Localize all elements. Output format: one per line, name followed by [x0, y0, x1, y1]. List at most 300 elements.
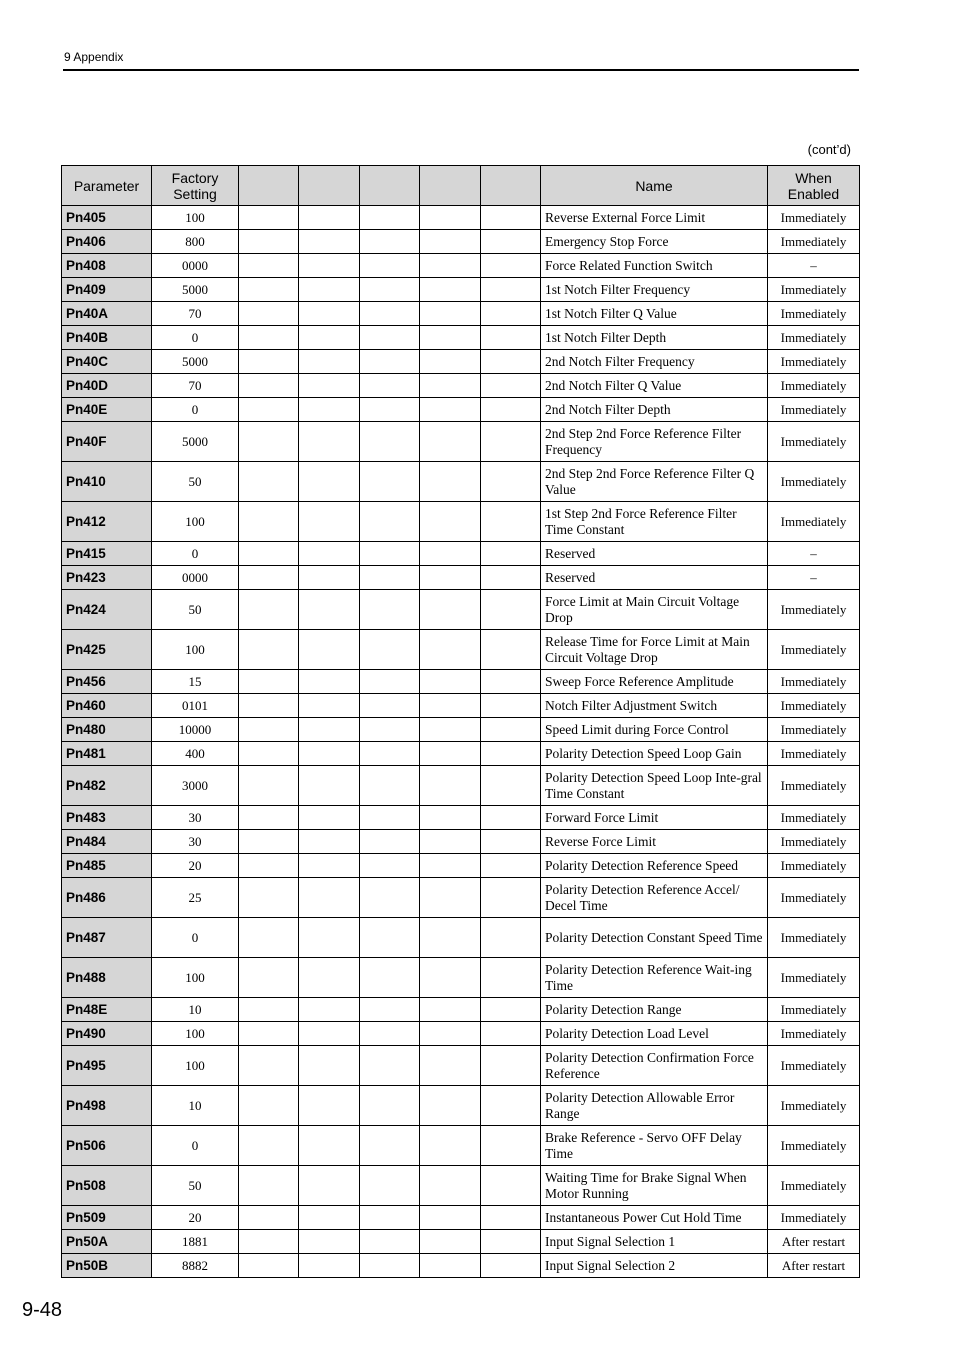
blank-cell: [299, 766, 360, 806]
factory-setting-cell: 0: [152, 1126, 239, 1166]
blank-cell: [481, 1086, 541, 1126]
factory-setting-cell: 0000: [152, 254, 239, 278]
parameter-cell: Pn488: [62, 958, 152, 998]
blank-cell: [239, 206, 299, 230]
blank-cell: [299, 302, 360, 326]
blank-cell: [420, 278, 481, 302]
blank-cell: [420, 766, 481, 806]
table-row: [62, 502, 860, 542]
blank-cell: [481, 206, 541, 230]
blank-cell: [481, 1166, 541, 1206]
table-row: [62, 542, 860, 566]
blank-cell: [239, 630, 299, 670]
blank-cell: [360, 1046, 420, 1086]
blank-cell: [239, 1166, 299, 1206]
when-enabled-cell: –: [768, 566, 860, 590]
table-row: [62, 958, 860, 998]
parameter-cell: Pn408: [62, 254, 152, 278]
parameter-cell: Pn498: [62, 1086, 152, 1126]
blank-cell: [239, 1126, 299, 1166]
name-cell: Polarity Detection Reference Speed: [541, 854, 768, 878]
parameter-cell: Pn481: [62, 742, 152, 766]
blank-cell: [299, 998, 360, 1022]
when-enabled-cell: Immediately: [768, 398, 860, 422]
blank-cell: [299, 830, 360, 854]
table-row: [62, 670, 860, 694]
name-cell: Reserved: [541, 566, 768, 590]
blank-cell: [239, 1022, 299, 1046]
header-rule: [63, 69, 859, 71]
blank-cell: [299, 422, 360, 462]
blank-cell: [481, 1230, 541, 1254]
blank-cell: [239, 590, 299, 630]
blank-cell: [420, 254, 481, 278]
blank-cell: [481, 878, 541, 918]
factory-setting-cell: 100: [152, 502, 239, 542]
blank-cell: [360, 374, 420, 398]
blank-cell: [360, 1022, 420, 1046]
blank-cell: [239, 422, 299, 462]
factory-setting-cell: 50: [152, 462, 239, 502]
blank-cell: [420, 206, 481, 230]
blank-cell: [360, 502, 420, 542]
blank-cell: [481, 590, 541, 630]
when-enabled-cell: Immediately: [768, 1086, 860, 1126]
blank-cell: [299, 278, 360, 302]
blank-cell: [360, 422, 420, 462]
blank-cell: [420, 590, 481, 630]
blank-cell: [420, 1126, 481, 1166]
blank-cell: [299, 694, 360, 718]
blank-cell: [299, 326, 360, 350]
blank-cell: [481, 830, 541, 854]
blank-cell: [360, 1230, 420, 1254]
name-cell: Input Signal Selection 2: [541, 1254, 768, 1278]
table-row: [62, 1230, 860, 1254]
factory-setting-cell: 400: [152, 742, 239, 766]
when-enabled-cell: Immediately: [768, 630, 860, 670]
name-cell: Polarity Detection Load Level: [541, 1022, 768, 1046]
name-cell: 1st Notch Filter Q Value: [541, 302, 768, 326]
blank-cell: [239, 806, 299, 830]
blank-cell: [360, 302, 420, 326]
parameter-cell: Pn508: [62, 1166, 152, 1206]
table-row: [62, 878, 860, 918]
blank-cell: [420, 830, 481, 854]
table-row: [62, 1166, 860, 1206]
blank-cell: [299, 918, 360, 958]
column-header-when-enabled: When Enabled: [768, 166, 860, 206]
name-cell: Emergency Stop Force: [541, 230, 768, 254]
blank-cell: [360, 350, 420, 374]
when-enabled-cell: Immediately: [768, 302, 860, 326]
table-row: [62, 398, 860, 422]
parameter-cell: Pn486: [62, 878, 152, 918]
blank-cell: [360, 1254, 420, 1278]
table-row: [62, 1254, 860, 1278]
blank-cell: [360, 1166, 420, 1206]
when-enabled-cell: Immediately: [768, 230, 860, 254]
column-header-blank: [420, 166, 481, 206]
factory-setting-cell: 100: [152, 1022, 239, 1046]
factory-setting-cell: 0000: [152, 566, 239, 590]
blank-cell: [239, 302, 299, 326]
blank-cell: [239, 1254, 299, 1278]
factory-setting-cell: 0: [152, 918, 239, 958]
parameter-cell: Pn480: [62, 718, 152, 742]
blank-cell: [299, 230, 360, 254]
name-cell: Waiting Time for Brake Signal When Motor Running: [541, 1166, 768, 1206]
blank-cell: [360, 542, 420, 566]
parameter-cell: Pn460: [62, 694, 152, 718]
blank-cell: [420, 1206, 481, 1230]
blank-cell: [299, 206, 360, 230]
column-header-blank: [299, 166, 360, 206]
parameter-cell: Pn40D: [62, 374, 152, 398]
when-enabled-cell: After restart: [768, 1230, 860, 1254]
table-header-row: [62, 166, 860, 206]
blank-cell: [299, 718, 360, 742]
blank-cell: [299, 542, 360, 566]
when-enabled-cell: Immediately: [768, 878, 860, 918]
blank-cell: [481, 1046, 541, 1086]
blank-cell: [239, 254, 299, 278]
table-row: [62, 1126, 860, 1166]
factory-setting-cell: 15: [152, 670, 239, 694]
blank-cell: [299, 502, 360, 542]
blank-cell: [360, 854, 420, 878]
parameter-cell: Pn424: [62, 590, 152, 630]
blank-cell: [239, 958, 299, 998]
when-enabled-cell: Immediately: [768, 374, 860, 398]
blank-cell: [360, 830, 420, 854]
column-header-blank: [360, 166, 420, 206]
blank-cell: [239, 766, 299, 806]
parameter-cell: Pn425: [62, 630, 152, 670]
factory-setting-cell: 5000: [152, 350, 239, 374]
parameter-cell: Pn482: [62, 766, 152, 806]
factory-setting-cell: 5000: [152, 422, 239, 462]
when-enabled-cell: Immediately: [768, 742, 860, 766]
factory-setting-cell: 8882: [152, 1254, 239, 1278]
name-cell: Force Limit at Main Circuit Voltage Drop: [541, 590, 768, 630]
blank-cell: [420, 1046, 481, 1086]
blank-cell: [481, 374, 541, 398]
when-enabled-cell: Immediately: [768, 670, 860, 694]
blank-cell: [299, 1086, 360, 1126]
name-cell: Speed Limit during Force Control: [541, 718, 768, 742]
factory-setting-cell: 5000: [152, 278, 239, 302]
when-enabled-cell: Immediately: [768, 766, 860, 806]
name-cell: Polarity Detection Reference Accel/ Decel Time: [541, 878, 768, 918]
blank-cell: [420, 630, 481, 670]
parameter-cell: Pn40E: [62, 398, 152, 422]
when-enabled-cell: Immediately: [768, 694, 860, 718]
blank-cell: [420, 462, 481, 502]
blank-cell: [360, 254, 420, 278]
blank-cell: [481, 718, 541, 742]
blank-cell: [299, 1126, 360, 1166]
name-cell: Force Related Function Switch: [541, 254, 768, 278]
blank-cell: [299, 806, 360, 830]
table-row: [62, 1022, 860, 1046]
table-row: [62, 566, 860, 590]
factory-setting-cell: 30: [152, 830, 239, 854]
name-cell: 1st Notch Filter Frequency: [541, 278, 768, 302]
blank-cell: [239, 350, 299, 374]
blank-cell: [360, 958, 420, 998]
blank-cell: [360, 694, 420, 718]
blank-cell: [420, 374, 481, 398]
when-enabled-cell: Immediately: [768, 326, 860, 350]
blank-cell: [360, 1086, 420, 1126]
blank-cell: [239, 718, 299, 742]
factory-setting-cell: 1881: [152, 1230, 239, 1254]
blank-cell: [481, 854, 541, 878]
when-enabled-cell: Immediately: [768, 502, 860, 542]
blank-cell: [239, 742, 299, 766]
blank-cell: [481, 998, 541, 1022]
name-cell: Polarity Detection Confirmation Force Reference: [541, 1046, 768, 1086]
parameter-cell: Pn485: [62, 854, 152, 878]
table-row: [62, 422, 860, 462]
table-row: [62, 590, 860, 630]
factory-setting-cell: 25: [152, 878, 239, 918]
parameter-cell: Pn50A: [62, 1230, 152, 1254]
blank-cell: [420, 694, 481, 718]
column-header-name: Name: [541, 166, 768, 206]
blank-cell: [481, 670, 541, 694]
name-cell: Polarity Detection Speed Loop Gain: [541, 742, 768, 766]
table-row: [62, 278, 860, 302]
blank-cell: [239, 918, 299, 958]
blank-cell: [239, 1086, 299, 1126]
parameter-cell: Pn40A: [62, 302, 152, 326]
blank-cell: [299, 670, 360, 694]
blank-cell: [299, 350, 360, 374]
blank-cell: [299, 630, 360, 670]
blank-cell: [360, 806, 420, 830]
table-row: [62, 374, 860, 398]
when-enabled-cell: Immediately: [768, 998, 860, 1022]
factory-setting-cell: 20: [152, 1206, 239, 1230]
blank-cell: [420, 1086, 481, 1126]
blank-cell: [420, 1230, 481, 1254]
when-enabled-cell: Immediately: [768, 806, 860, 830]
parameter-table: [61, 165, 860, 1278]
table-row: [62, 230, 860, 254]
blank-cell: [481, 350, 541, 374]
factory-setting-cell: 70: [152, 302, 239, 326]
table-row: [62, 326, 860, 350]
blank-cell: [420, 1022, 481, 1046]
factory-setting-cell: 50: [152, 590, 239, 630]
table-row: [62, 766, 860, 806]
name-cell: 2nd Notch Filter Frequency: [541, 350, 768, 374]
page-number: 9-48: [22, 1299, 63, 1321]
blank-cell: [239, 854, 299, 878]
blank-cell: [481, 542, 541, 566]
blank-cell: [360, 1126, 420, 1166]
column-header-blank: [481, 166, 541, 206]
table-row: [62, 206, 860, 230]
table-body: [62, 206, 860, 1278]
blank-cell: [360, 630, 420, 670]
factory-setting-cell: 20: [152, 854, 239, 878]
when-enabled-cell: After restart: [768, 1254, 860, 1278]
factory-setting-cell: 100: [152, 630, 239, 670]
parameter-cell: Pn409: [62, 278, 152, 302]
blank-cell: [420, 422, 481, 462]
parameter-cell: Pn412: [62, 502, 152, 542]
table-row: [62, 1046, 860, 1086]
blank-cell: [239, 1230, 299, 1254]
blank-cell: [360, 278, 420, 302]
blank-cell: [239, 462, 299, 502]
when-enabled-cell: Immediately: [768, 350, 860, 374]
when-enabled-cell: Immediately: [768, 1166, 860, 1206]
when-enabled-cell: Immediately: [768, 422, 860, 462]
blank-cell: [420, 1166, 481, 1206]
when-enabled-cell: Immediately: [768, 854, 860, 878]
table-row: [62, 462, 860, 502]
blank-cell: [299, 1206, 360, 1230]
factory-setting-cell: 10: [152, 1086, 239, 1126]
blank-cell: [481, 630, 541, 670]
factory-setting-cell: 30: [152, 806, 239, 830]
name-cell: Notch Filter Adjustment Switch: [541, 694, 768, 718]
table-row: [62, 350, 860, 374]
blank-cell: [299, 1254, 360, 1278]
blank-cell: [299, 742, 360, 766]
table-row: [62, 854, 860, 878]
blank-cell: [239, 502, 299, 542]
blank-cell: [420, 718, 481, 742]
blank-cell: [360, 718, 420, 742]
blank-cell: [239, 326, 299, 350]
blank-cell: [299, 854, 360, 878]
blank-cell: [481, 326, 541, 350]
blank-cell: [239, 1206, 299, 1230]
blank-cell: [239, 998, 299, 1022]
name-cell: Forward Force Limit: [541, 806, 768, 830]
blank-cell: [420, 854, 481, 878]
factory-setting-cell: 3000: [152, 766, 239, 806]
blank-cell: [239, 374, 299, 398]
factory-setting-cell: 0: [152, 542, 239, 566]
name-cell: 2nd Step 2nd Force Reference Filter Q Value: [541, 462, 768, 502]
blank-cell: [360, 206, 420, 230]
factory-setting-cell: 800: [152, 230, 239, 254]
blank-cell: [420, 806, 481, 830]
parameter-cell: Pn50B: [62, 1254, 152, 1278]
when-enabled-cell: Immediately: [768, 1206, 860, 1230]
table-row: [62, 998, 860, 1022]
table-row: [62, 694, 860, 718]
name-cell: Brake Reference - Servo OFF Delay Time: [541, 1126, 768, 1166]
blank-cell: [481, 278, 541, 302]
when-enabled-cell: –: [768, 254, 860, 278]
blank-cell: [420, 302, 481, 326]
blank-cell: [481, 422, 541, 462]
factory-setting-cell: 0: [152, 398, 239, 422]
name-cell: 1st Step 2nd Force Reference Filter Time Constant: [541, 502, 768, 542]
table-row: [62, 830, 860, 854]
table-row: [62, 302, 860, 326]
when-enabled-cell: Immediately: [768, 462, 860, 502]
blank-cell: [481, 502, 541, 542]
when-enabled-cell: Immediately: [768, 830, 860, 854]
blank-cell: [481, 230, 541, 254]
blank-cell: [481, 254, 541, 278]
name-cell: Instantaneous Power Cut Hold Time: [541, 1206, 768, 1230]
parameter-cell: Pn410: [62, 462, 152, 502]
blank-cell: [299, 254, 360, 278]
blank-cell: [481, 398, 541, 422]
parameter-cell: Pn40F: [62, 422, 152, 462]
factory-setting-cell: 0101: [152, 694, 239, 718]
parameter-cell: Pn495: [62, 1046, 152, 1086]
blank-cell: [299, 878, 360, 918]
factory-setting-cell: 100: [152, 1046, 239, 1086]
blank-cell: [360, 326, 420, 350]
blank-cell: [239, 542, 299, 566]
when-enabled-cell: Immediately: [768, 958, 860, 998]
blank-cell: [420, 878, 481, 918]
parameter-cell: Pn456: [62, 670, 152, 694]
when-enabled-cell: Immediately: [768, 918, 860, 958]
blank-cell: [420, 398, 481, 422]
blank-cell: [239, 278, 299, 302]
name-cell: 2nd Notch Filter Q Value: [541, 374, 768, 398]
blank-cell: [299, 462, 360, 502]
blank-cell: [360, 398, 420, 422]
name-cell: Input Signal Selection 1: [541, 1230, 768, 1254]
blank-cell: [420, 326, 481, 350]
blank-cell: [420, 742, 481, 766]
blank-cell: [420, 350, 481, 374]
parameter-cell: Pn405: [62, 206, 152, 230]
blank-cell: [420, 230, 481, 254]
blank-cell: [239, 566, 299, 590]
blank-cell: [299, 1046, 360, 1086]
blank-cell: [239, 830, 299, 854]
name-cell: Reverse Force Limit: [541, 830, 768, 854]
when-enabled-cell: Immediately: [768, 206, 860, 230]
factory-setting-cell: 70: [152, 374, 239, 398]
name-cell: Sweep Force Reference Amplitude: [541, 670, 768, 694]
column-header-factory-setting: Factory Setting: [152, 166, 239, 206]
blank-cell: [481, 1254, 541, 1278]
blank-cell: [481, 958, 541, 998]
blank-cell: [239, 1046, 299, 1086]
parameter-cell: Pn423: [62, 566, 152, 590]
name-cell: Polarity Detection Range: [541, 998, 768, 1022]
blank-cell: [481, 1022, 541, 1046]
factory-setting-cell: 10000: [152, 718, 239, 742]
when-enabled-cell: Immediately: [768, 1046, 860, 1086]
when-enabled-cell: Immediately: [768, 1022, 860, 1046]
parameter-cell: Pn48E: [62, 998, 152, 1022]
parameter-cell: Pn506: [62, 1126, 152, 1166]
blank-cell: [360, 918, 420, 958]
parameter-cell: Pn406: [62, 230, 152, 254]
name-cell: Reverse External Force Limit: [541, 206, 768, 230]
name-cell: 1st Notch Filter Depth: [541, 326, 768, 350]
factory-setting-cell: 100: [152, 206, 239, 230]
blank-cell: [420, 918, 481, 958]
blank-cell: [481, 694, 541, 718]
